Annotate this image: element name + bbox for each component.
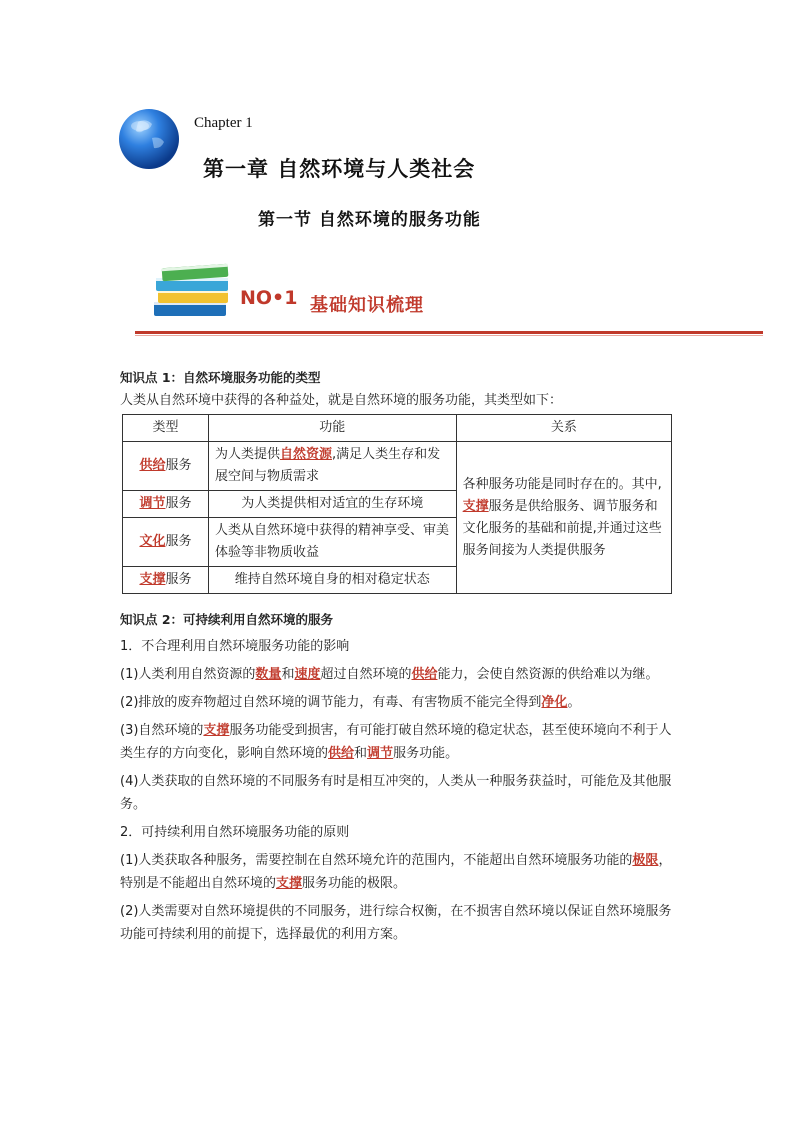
- knowledge-point-2-title: 知识点 2：可持续利用自然环境的服务: [120, 612, 334, 627]
- table-header-row: [123, 415, 672, 442]
- table-cell-function: 为人类提供相对适宜的生存环境: [208, 491, 456, 518]
- service-types-table: [122, 414, 672, 594]
- table-cell-type: 文化服务: [123, 518, 209, 567]
- knowledge-point-1-intro: 人类从自然环境中获得的各种益处，就是自然环境的服务功能，其类型如下：: [120, 393, 563, 408]
- globe-icon: [118, 108, 180, 170]
- paragraph-1: (1)人类利用自然资源的数量和速度超过自然环境的供给能力，会使自然资源的供给难以为继。: [120, 667, 659, 682]
- chapter-label: Chapter 1: [194, 115, 253, 131]
- table-header-relation: 关系: [456, 415, 671, 442]
- table-cell-type: 支撑服务: [123, 567, 209, 594]
- banner-divider: [135, 331, 763, 334]
- banner-number: NO•1: [240, 287, 298, 309]
- knowledge-point-1-title: 知识点 1：自然环境服务功能的类型: [120, 370, 321, 385]
- chapter-title: 第一章 自然环境与人类社会: [203, 157, 476, 181]
- books-icon: [150, 262, 236, 320]
- banner-divider-shadow: [135, 335, 763, 336]
- table-header-type: 类型: [123, 415, 209, 442]
- paragraph-4: (4)人类获取的自然环境的不同服务有时是相互冲突的，人类从一种服务获益时，可能危及其他服务。: [120, 774, 672, 812]
- heading-principles: 2．可持续利用自然环境服务功能的原则: [120, 825, 350, 840]
- banner-subtitle: 基础知识梳理: [310, 295, 424, 316]
- table-cell-type: 调节服务: [123, 491, 209, 518]
- table-cell-type: 供给服务: [123, 442, 209, 491]
- paragraph-6: (2)人类需要对自然环境提供的不同服务，进行综合权衡，在不损害自然环境以保证自然环境服务功能可持续利用的前提下，选择最优的利用方案。: [120, 904, 672, 942]
- table-header-function: 功能: [208, 415, 456, 442]
- heading-impacts: 1．不合理利用自然环境服务功能的影响: [120, 639, 350, 654]
- main-content: [120, 366, 676, 946]
- table-cell-relation: 各种服务功能是同时存在的。其中,支撑服务是供给服务、调节服务和文化服务的基础和前提,并通过这些服务间接为人类提供服务: [456, 442, 671, 594]
- table-cell-function: 为人类提供自然资源,满足人类生存和发展空间与物质需求: [208, 442, 456, 491]
- table-row: [123, 442, 672, 491]
- paragraph-2: (2)排放的废弃物超过自然环境的调节能力，有毒、有害物质不能完全得到净化。: [120, 695, 581, 710]
- paragraph-5: (1)人类获取各种服务，需要控制在自然环境允许的范围内，不能超出自然环境服务功能的极限，特别是不能超出自然环境的支撑服务功能的极限。: [120, 853, 672, 891]
- section-title: 第一节 自然环境的服务功能: [258, 210, 481, 230]
- paragraph-3: (3)自然环境的支撑服务功能受到损害，有可能打破自然环境的稳定状态，甚至使环境向不利于人类生存的方向变化，影响自然环境的供给和调节服务功能。: [120, 723, 672, 761]
- table-cell-function: 人类从自然环境中获得的精神享受、审美体验等非物质收益: [208, 518, 456, 567]
- table-cell-function: 维持自然环境自身的相对稳定状态: [208, 567, 456, 594]
